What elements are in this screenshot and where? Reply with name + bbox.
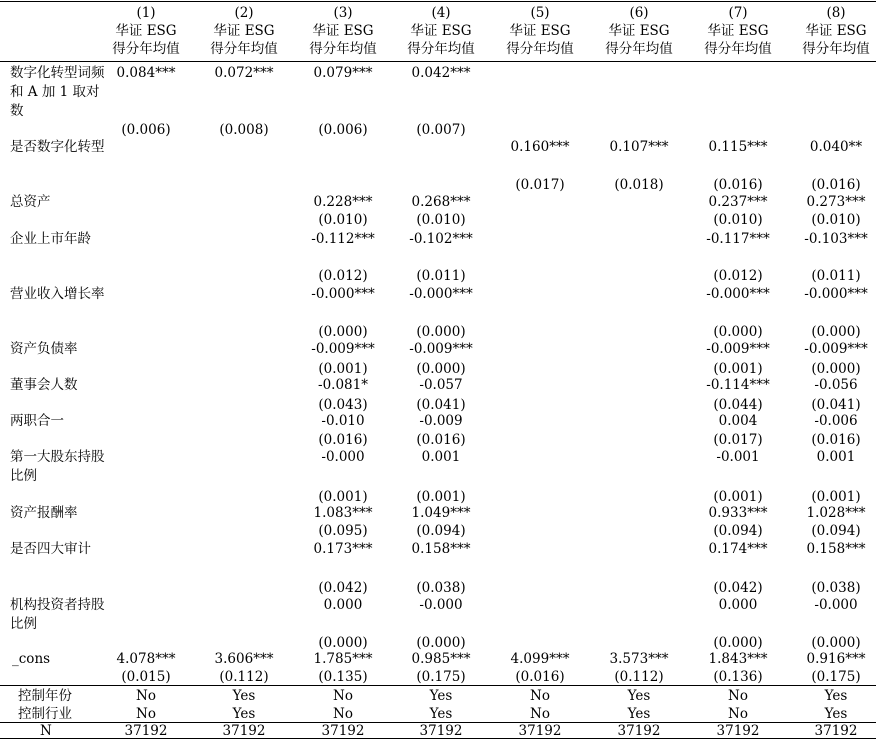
coefficient: -0.103*** [804,231,868,247]
control-value: No [136,706,156,722]
column-title-line2: 得分年均值 [704,41,772,57]
control-label: 控制行业 [18,706,72,722]
standard-error: (0.038) [811,580,861,596]
coefficient: 0.174*** [708,541,768,557]
coefficient: -0.010 [321,413,365,429]
n-value: 37192 [222,723,266,739]
control-value: No [728,706,748,722]
control-value: No [530,688,550,704]
column-title-line1: 华证 ESG [312,23,374,39]
standard-error: (0.012) [318,268,368,284]
coefficient: -0.000 [814,597,858,613]
coefficient: 1.083*** [313,505,373,521]
standard-error: (0.000) [811,635,861,651]
standard-error: (0.094) [811,523,861,539]
row-label: 是否四大审计 [10,541,91,557]
control-value: Yes [824,688,848,704]
coefficient: -0.000*** [804,286,868,302]
standard-error: (0.001) [713,361,763,377]
standard-error: (0.136) [713,669,763,685]
coefficient: 0.115*** [708,139,768,155]
column-title-line2: 得分年均值 [112,41,180,57]
row-label: 机构投资者持股比例 [10,597,105,632]
column-title-line1: 华证 ESG [707,23,769,39]
column-title-line1: 华证 ESG [805,23,867,39]
coefficient: 0.985*** [411,651,471,667]
control-value: Yes [232,688,256,704]
n-value: 37192 [124,723,168,739]
standard-error: (0.017) [515,177,565,193]
standard-error: (0.000) [318,324,368,340]
coefficient: 0.160*** [510,139,570,155]
coefficient: 1.785*** [313,651,373,667]
standard-error: (0.135) [318,669,368,685]
coefficient: 0.268*** [411,194,471,210]
coefficient: -0.009*** [706,341,770,357]
row-label: _cons [12,651,51,667]
control-value: No [333,706,353,722]
standard-error: (0.006) [121,122,171,138]
standard-error: (0.112) [219,669,269,685]
standard-error: (0.001) [318,361,368,377]
coefficient: -0.000 [419,597,463,613]
column-number: (1) [136,5,156,21]
control-value: Yes [232,706,256,722]
standard-error: (0.011) [416,268,466,284]
column-title-line1: 华证 ESG [608,23,670,39]
standard-error: (0.000) [713,324,763,340]
control-value: Yes [627,706,651,722]
standard-error: (0.001) [811,489,861,505]
standard-error: (0.042) [713,580,763,596]
coefficient: 4.099*** [510,651,570,667]
standard-error: (0.044) [713,397,763,413]
row-label: 第一大股东持股比例 [10,449,105,484]
row-label: 营业收入增长率 [10,286,105,302]
n-value: 37192 [716,723,760,739]
coefficient: -0.000*** [311,286,375,302]
coefficient: 0.916*** [806,651,866,667]
n-value: 37192 [617,723,661,739]
row-label: 企业上市年龄 [10,231,91,247]
coefficient: 0.004 [718,413,758,429]
standard-error: (0.175) [416,669,466,685]
coefficient: -0.102*** [409,231,473,247]
coefficient: 0.079*** [313,65,373,81]
coefficient: 0.273*** [806,194,866,210]
coefficient: 1.049*** [411,505,471,521]
coefficient: 3.606*** [214,651,274,667]
coefficient: 1.028*** [806,505,866,521]
standard-error: (0.042) [318,580,368,596]
standard-error: (0.016) [713,177,763,193]
row-label: 总资产 [10,194,51,210]
control-value: No [136,688,156,704]
header-rule [0,61,876,62]
coefficient: 0.237*** [708,194,768,210]
row-label: 数字化转型词频和 A 加 1 取对数 [10,65,105,119]
coefficient: 1.843*** [708,651,768,667]
standard-error: (0.175) [811,669,861,685]
coefficient: 0.042*** [411,65,471,81]
n-value: 37192 [419,723,463,739]
standard-error: (0.000) [811,324,861,340]
standard-error: (0.038) [416,580,466,596]
standard-error: (0.043) [318,397,368,413]
standard-error: (0.010) [811,212,861,228]
coefficient: -0.000*** [706,286,770,302]
standard-error: (0.016) [416,432,466,448]
coefficient: 0.173*** [313,541,373,557]
coefficient: -0.000*** [409,286,473,302]
coefficient: 0.072*** [214,65,274,81]
row-label: 资产负债率 [10,341,78,357]
standard-error: (0.000) [318,635,368,651]
coefficient: 0.084*** [116,65,176,81]
control-label: 控制年份 [18,688,72,704]
coefficient: 0.158*** [411,541,471,557]
coefficient: -0.001 [716,449,760,465]
standard-error: (0.010) [318,212,368,228]
column-number: (6) [629,5,649,21]
control-value: Yes [824,706,848,722]
standard-error: (0.015) [121,669,171,685]
coefficient: -0.117*** [706,231,770,247]
column-number: (5) [530,5,550,21]
standard-error: (0.001) [318,489,368,505]
coefficient: -0.006 [814,413,858,429]
standard-error: (0.011) [811,268,861,284]
standard-error: (0.016) [515,669,565,685]
column-title-line1: 华证 ESG [410,23,472,39]
coefficient: -0.081* [318,377,368,393]
coefficient: 0.040** [809,139,863,155]
standard-error: (0.016) [811,432,861,448]
control-value: Yes [627,688,651,704]
coefficient: -0.009*** [804,341,868,357]
n-value: 37192 [814,723,858,739]
control-value: No [333,688,353,704]
standard-error: (0.001) [713,489,763,505]
control-value: No [728,688,748,704]
control-value: Yes [429,706,453,722]
coefficient: -0.000 [321,449,365,465]
coefficient: 0.933*** [708,505,768,521]
standard-error: (0.006) [318,122,368,138]
column-title-line2: 得分年均值 [605,41,673,57]
standard-error: (0.112) [614,669,664,685]
standard-error: (0.000) [811,361,861,377]
coefficient: 3.573*** [609,651,669,667]
standard-error: (0.000) [416,324,466,340]
standard-error: (0.016) [811,177,861,193]
column-title-line2: 得分年均值 [407,41,475,57]
column-title-line2: 得分年均值 [802,41,870,57]
n-label: N [40,723,52,739]
column-number: (3) [333,5,353,21]
standard-error: (0.001) [416,489,466,505]
coefficient: -0.009 [419,413,463,429]
coefficient: 0.000 [718,597,758,613]
standard-error: (0.000) [713,635,763,651]
coefficient: -0.009*** [409,341,473,357]
top-rule [0,1,876,2]
standard-error: (0.000) [416,635,466,651]
coefficient: -0.057 [419,377,463,393]
standard-error: (0.041) [811,397,861,413]
column-title-line2: 得分年均值 [506,41,574,57]
coefficient: -0.112*** [311,231,375,247]
coefficient: -0.114*** [706,377,770,393]
coefficient: 0.000 [323,597,363,613]
standard-error: (0.007) [416,122,466,138]
coefficient: 4.078*** [116,651,176,667]
coefficient: 0.158*** [806,541,866,557]
coefficient: -0.009*** [311,341,375,357]
coefficient: 0.107*** [609,139,669,155]
row-label: 是否数字化转型 [10,139,105,155]
coefficient: 0.001 [421,449,461,465]
standard-error: (0.008) [219,122,269,138]
column-number: (7) [728,5,748,21]
column-number: (8) [826,5,846,21]
standard-error: (0.010) [416,212,466,228]
control-value: No [530,706,550,722]
standard-error: (0.000) [416,361,466,377]
column-title-line2: 得分年均值 [210,41,278,57]
coefficient: -0.056 [814,377,858,393]
standard-error: (0.094) [713,523,763,539]
column-title-line1: 华证 ESG [115,23,177,39]
standard-error: (0.017) [713,432,763,448]
control-value: Yes [429,688,453,704]
n-value: 37192 [518,723,562,739]
standard-error: (0.041) [416,397,466,413]
standard-error: (0.095) [318,523,368,539]
column-title-line1: 华证 ESG [509,23,571,39]
n-value: 37192 [321,723,365,739]
column-number: (4) [431,5,451,21]
row-label: 资产报酬率 [10,505,78,521]
standard-error: (0.016) [318,432,368,448]
standard-error: (0.010) [713,212,763,228]
column-number: (2) [234,5,254,21]
row-label: 董事会人数 [10,377,78,393]
row-label: 两职合一 [10,413,64,429]
coefficient: 0.228*** [313,194,373,210]
coefficient: 0.001 [816,449,856,465]
standard-error: (0.094) [416,523,466,539]
column-title-line1: 华证 ESG [213,23,275,39]
standard-error: (0.012) [713,268,763,284]
column-title-line2: 得分年均值 [309,41,377,57]
standard-error: (0.018) [614,177,664,193]
